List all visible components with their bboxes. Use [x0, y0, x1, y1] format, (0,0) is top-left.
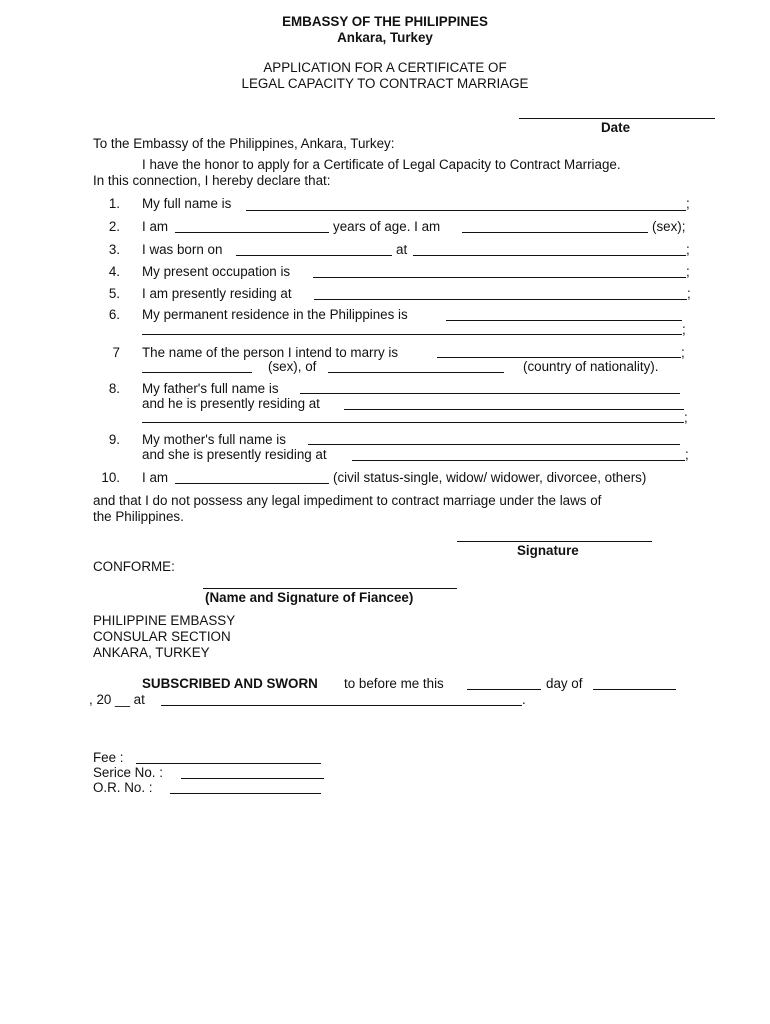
date-field[interactable] [519, 118, 715, 119]
item-number: 5. [108, 286, 120, 301]
semicolon: ; [686, 264, 690, 279]
item-label: (country of nationality). [523, 359, 659, 374]
embassy-heading: EMBASSY OF THE PHILIPPINES [282, 14, 488, 29]
closing-line2: the Philippines. [93, 509, 184, 524]
serice-no-field[interactable] [181, 778, 324, 779]
or-no-field[interactable] [170, 793, 321, 794]
serice-no-label: Serice No. : [93, 765, 163, 780]
father-residence-field-line2[interactable] [142, 422, 684, 423]
semicolon: ; [686, 196, 690, 211]
fiance-name-field[interactable] [437, 357, 681, 358]
item-number: 4. [108, 264, 120, 279]
item-number: 7 [112, 345, 120, 360]
item-label: and he is presently residing at [142, 396, 320, 411]
item-number: 6. [108, 307, 120, 322]
form-title-line2: LEGAL CAPACITY TO CONTRACT MARRIAGE [241, 76, 529, 91]
semicolon: ; [682, 322, 686, 337]
fiancee-signature-field[interactable] [203, 588, 457, 589]
item-label: I am [142, 219, 169, 234]
full-name-field[interactable] [246, 210, 686, 211]
present-residence-field[interactable] [314, 299, 687, 300]
item-number: 1. [108, 196, 120, 211]
form-title-line1: APPLICATION FOR A CERTIFICATE OF [263, 60, 507, 75]
period: . [522, 692, 526, 707]
item-label: I was born on [142, 242, 223, 257]
item-label: I am [142, 470, 169, 485]
fee-field[interactable] [136, 763, 321, 764]
fiancee-label: (Name and Signature of Fiancee) [205, 590, 414, 605]
semicolon: ; [686, 242, 690, 257]
item-number: 2. [108, 219, 120, 234]
address-line: ANKARA, TURKEY [93, 645, 210, 660]
permanent-residence-field-line2[interactable] [142, 334, 682, 335]
salutation: To the Embassy of the Philippines, Ankara, Turkey: [93, 136, 395, 151]
closing-line1: and that I do not possess any legal impediment to contract marriage under the laws of [93, 493, 602, 508]
sworn-day-field[interactable] [467, 689, 541, 690]
birth-date-field[interactable] [236, 255, 392, 256]
sworn-text: to before me this [344, 676, 444, 691]
item-label: My father's full name is [142, 381, 279, 396]
embassy-city: Ankara, Turkey [337, 30, 433, 45]
item-label: My full name is [142, 196, 232, 211]
sworn-heading: SUBSCRIBED AND SWORN [142, 676, 318, 691]
semicolon: ; [684, 410, 688, 425]
item-number: 8. [108, 381, 120, 396]
fee-label: Fee : [93, 750, 124, 765]
fiance-sex-field[interactable] [142, 372, 252, 373]
semicolon: ; [685, 447, 689, 462]
father-name-field[interactable] [300, 393, 680, 394]
mother-residence-field[interactable] [352, 460, 685, 461]
address-line: PHILIPPINE EMBASSY [93, 613, 236, 628]
item-number: 10. [101, 470, 120, 485]
fiance-nationality-field[interactable] [328, 372, 504, 373]
birth-place-field[interactable] [413, 255, 686, 256]
item-label: The name of the person I intend to marry is [142, 345, 399, 360]
item-number: 9. [108, 432, 120, 447]
permanent-residence-field[interactable] [446, 320, 682, 321]
item-label: My mother's full name is [142, 432, 286, 447]
sworn-place-field[interactable] [161, 705, 522, 706]
item-label: (sex); [652, 219, 686, 234]
father-residence-field[interactable] [344, 409, 684, 410]
civil-status-field[interactable] [175, 483, 329, 484]
item-label: My present occupation is [142, 264, 291, 279]
item-label: years of age. I am [333, 219, 441, 234]
signature-label: Signature [517, 543, 579, 558]
conforme-label: CONFORME: [93, 559, 175, 574]
signature-field[interactable] [457, 541, 652, 542]
address-line: CONSULAR SECTION [93, 629, 231, 644]
semicolon: ; [681, 345, 685, 360]
semicolon: ; [687, 286, 691, 301]
sworn-text: day of [546, 676, 583, 691]
sworn-month-field[interactable] [593, 689, 676, 690]
occupation-field[interactable] [313, 277, 686, 278]
sex-field[interactable] [462, 232, 648, 233]
intro-line1: I have the honor to apply for a Certificate of Legal Capacity to Contract Marriage. [142, 157, 621, 172]
item-label: I am presently residing at [142, 286, 292, 301]
sworn-text: , 20 __ at [89, 692, 145, 707]
intro-line2: In this connection, I hereby declare that: [93, 173, 331, 188]
age-field[interactable] [175, 232, 329, 233]
date-label: Date [601, 120, 631, 135]
item-label: and she is presently residing at [142, 447, 327, 462]
item-number: 3. [108, 242, 120, 257]
item-label: My permanent residence in the Philippines is [142, 307, 408, 322]
item-label: (civil status-single, widow/ widower, divorcee, others) [333, 470, 647, 485]
item-label: (sex), of [268, 359, 317, 374]
mother-name-field[interactable] [308, 444, 680, 445]
or-no-label: O.R. No. : [93, 780, 153, 795]
item-label: at [396, 242, 408, 257]
